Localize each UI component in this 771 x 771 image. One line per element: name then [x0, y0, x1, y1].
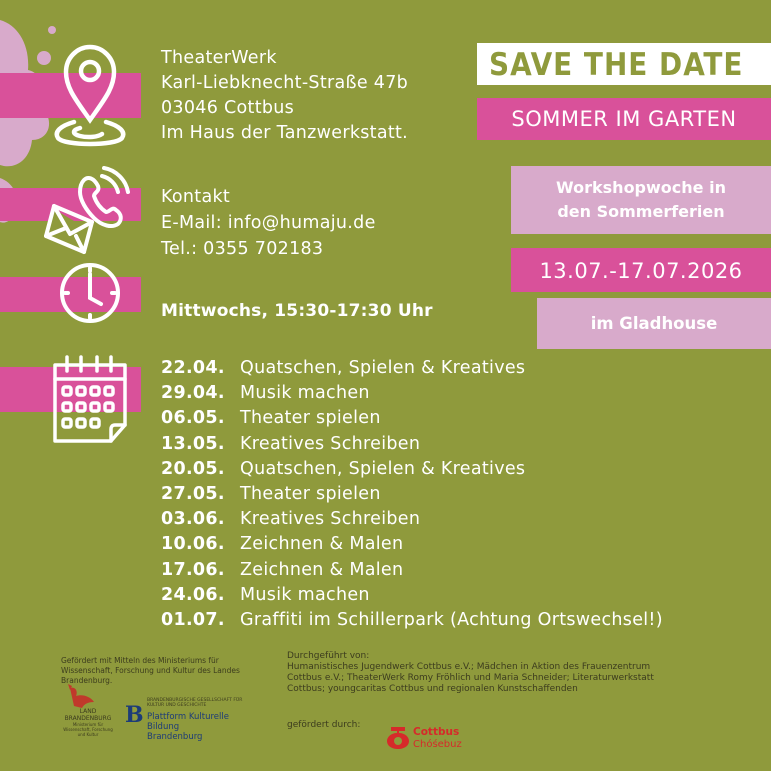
cottbus-logo-icon — [385, 723, 411, 749]
meeting-time: Mittwochs, 15:30-17:30 Uhr — [161, 301, 433, 321]
workshop-banner — [511, 166, 771, 234]
schedule-row — [161, 608, 663, 633]
schedule-activity: Quatschen, Spielen & Kreatives — [240, 358, 526, 378]
schedule-row — [161, 583, 663, 608]
venue-name: TheaterWerk — [161, 48, 277, 68]
contact-heading: Kontakt — [161, 187, 231, 207]
address-block — [161, 46, 408, 146]
schedule-date: 13.05. — [161, 433, 225, 454]
cottbus-sorbian-name: Chóśebuz — [413, 739, 462, 750]
summer-banner: SOMMER IM GARTEN — [477, 98, 771, 140]
schedule-date: 01.07. — [161, 610, 225, 631]
city: 03046 Cottbus — [161, 98, 295, 118]
platform-line2: Brandenburg — [147, 732, 203, 742]
contact-block — [161, 184, 376, 262]
organizers-text: Humanistisches Jugendwerk Cottbus e.V.; Mädchen in Aktion des Frauenzentrum Cottbus e.V.; TheaterWerk Romy Fröhlich und Maria Schneider; Literaturwerkstatt Cottbus; youngcaritas Cottbus und regionalen Kunstschaffenden — [287, 662, 654, 694]
schedule-row — [161, 507, 663, 532]
calendar-icon — [49, 353, 131, 447]
venue-banner: im Gladhouse — [537, 298, 771, 349]
schedule-activity: Theater spielen — [240, 408, 381, 429]
brandenburg-ministry: Ministerium für Wissenschaft, Forschung und Kultur — [63, 722, 113, 737]
schedule-row — [161, 356, 663, 381]
schedule-row — [161, 406, 663, 431]
schedule-activity: Musik machen — [240, 584, 370, 605]
schedule-row — [161, 381, 663, 406]
schedule-date: 27.05. — [161, 484, 225, 505]
mail-phone-icon — [44, 166, 134, 256]
organizers-block — [287, 651, 667, 695]
schedule-row — [161, 432, 663, 457]
schedule-activity: Kreatives Schreiben — [240, 509, 421, 530]
schedule-activity: Quatschen, Spielen & Kreatives — [240, 458, 526, 479]
cottbus-name: Cottbus — [413, 726, 460, 738]
schedule-date: 06.05. — [161, 408, 225, 429]
platform-line1: Plattform Kulturelle Bildung — [147, 712, 229, 732]
schedule-date: 17.06. — [161, 559, 225, 580]
schedule-row — [161, 482, 663, 507]
schedule-date: 10.06. — [161, 534, 225, 555]
location-note: Im Haus der Tanzwerkstatt. — [161, 123, 409, 143]
workshop-line1: Workshopwoche in — [556, 178, 726, 197]
brandenburg-logo-text — [60, 708, 116, 737]
schedule-activity: Musik machen — [240, 383, 370, 404]
platform-text — [147, 712, 257, 742]
schedule-activity: Zeichnen & Malen — [240, 559, 404, 580]
platform-society-text: BRANDENBURGISCHE GESELLSCHAFT FÜR KULTUR UND GESCHICHTE — [147, 698, 243, 708]
summer-dates-banner: 13.07.-17.07.2026 — [511, 248, 771, 292]
street: Karl-Liebknecht-Straße 47b — [161, 73, 409, 93]
schedule-activity: Zeichnen & Malen — [240, 534, 404, 555]
funding-note: Gefördert mit Mitteln des Ministeriums für Wissenschaft, Forschung und Kultur des Landes Brandenburg. — [61, 656, 240, 685]
save-the-date-banner: SAVE THE DATE — [477, 43, 771, 85]
schedule-row — [161, 532, 663, 557]
schedule-activity: Theater spielen — [240, 484, 381, 505]
schedule-date: 24.06. — [161, 584, 225, 605]
contact-phone[interactable]: Tel.: 0355 702183 — [161, 239, 324, 259]
organizers-heading: Durchgeführt von: — [287, 651, 370, 661]
schedule-activity: Graffiti im Schillerpark (Achtung Ortswechsel!) — [240, 610, 663, 631]
schedule-date: 22.04. — [161, 358, 225, 378]
workshop-line2: den Sommerferien — [557, 202, 725, 221]
schedule-list — [161, 356, 663, 633]
funded-by-label: gefördert durch: — [287, 720, 361, 730]
brandenburg-name: LAND BRANDENBURG — [64, 708, 112, 722]
schedule-date: 03.06. — [161, 509, 225, 530]
schedule-row — [161, 457, 663, 482]
clock-icon — [51, 262, 129, 324]
schedule-activity: Kreatives Schreiben — [240, 433, 421, 454]
platform-b-logo: B — [125, 702, 144, 728]
schedule-date: 20.05. — [161, 458, 225, 479]
contact-email[interactable]: E-Mail: info@humaju.de — [161, 213, 376, 233]
schedule-row — [161, 558, 663, 583]
schedule-date: 29.04. — [161, 383, 225, 404]
location-pin-icon — [50, 40, 130, 148]
